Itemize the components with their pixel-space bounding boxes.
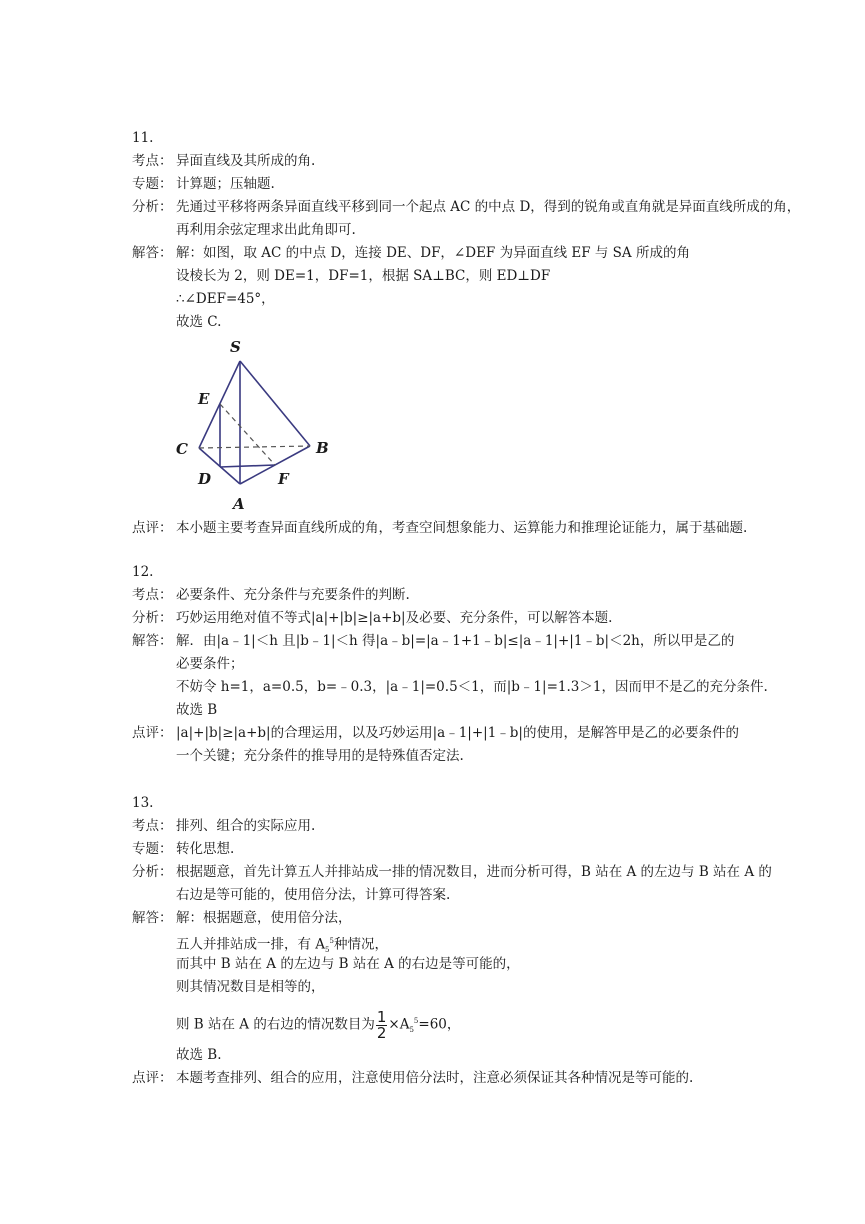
- label-D: D: [198, 470, 212, 488]
- fraction-denominator: 2: [376, 1023, 387, 1042]
- zhuanti-text: 转化思想.: [176, 841, 235, 857]
- dianping-label: 点评：: [132, 1070, 173, 1086]
- kaodian-label: 考点：: [132, 153, 173, 169]
- fenxi-label: 分析：: [132, 610, 173, 626]
- fenxi-text-1: 先通过平移将两条异面直线平移到同一个起点 AC 的中点 D，得到的锐角或直角就是异面直线所成的角，: [176, 199, 801, 215]
- jieda-text-6: 故选 B.: [176, 1047, 222, 1063]
- label-C: C: [176, 440, 188, 458]
- jieda-text-2: 必要条件；: [176, 656, 244, 672]
- label-E: E: [198, 390, 210, 408]
- kaodian-text: 必要条件、充分条件与充要条件的判断.: [176, 587, 410, 603]
- fenxi-text-2: 右边是等可能的，使用倍分法，计算可得答案.: [176, 887, 451, 903]
- jieda-5-pre: 则 B 站在 A 的右边的情况数目为: [176, 1016, 375, 1033]
- kaodian-text: 排列、组合的实际应用.: [176, 818, 316, 834]
- edge-SB: [240, 361, 310, 446]
- jieda-text-1: 解：如图，取 AC 的中点 D，连接 DE、DF，∠DEF 为异面直线 EF 与 SA 所成的角: [176, 245, 690, 261]
- jieda-label: 解答：: [132, 633, 173, 649]
- perm-sup: 5: [329, 937, 334, 945]
- jieda-label: 解答：: [132, 245, 173, 261]
- label-A: A: [233, 495, 245, 513]
- kaodian-text: 异面直线及其所成的角.: [176, 153, 316, 169]
- jieda-5-post: =60，: [418, 1016, 461, 1033]
- jieda-text-1: 解：根据题意，使用倍分法，: [176, 910, 352, 926]
- label-B: B: [316, 439, 329, 457]
- jieda-text-3: 而其中 B 站在 A 的左边与 B 站在 A 的右边是等可能的，: [176, 956, 520, 972]
- jieda-text-5: [176, 1005, 460, 1046]
- jieda-text-3: ∴∠DEF=45°，: [176, 291, 275, 307]
- segment-EF-hidden: [220, 404, 275, 465]
- jieda-label: 解答：: [132, 910, 173, 926]
- kaodian-label: 考点：: [132, 587, 173, 603]
- fenxi-text: 巧妙运用绝对值不等式|a|+|b|≥|a+b|及必要、充分条件，可以解答本题.: [176, 610, 613, 626]
- jieda-5-mid: ×A: [388, 1016, 410, 1033]
- label-F: F: [278, 470, 289, 488]
- jieda-text-4: 故选 B: [176, 702, 218, 718]
- jieda-2-pre: 五人并排站成一排，有 A: [176, 936, 326, 953]
- label-S: S: [230, 338, 241, 356]
- dianping-text-2: 一个关键；充分条件的推导用的是特殊值否定法.: [176, 748, 464, 764]
- edge-CB-hidden: [199, 446, 310, 448]
- dianping-text: 本题考查排列、组合的应用，注意使用倍分法时，注意必须保证其各种情况是等可能的.: [176, 1070, 694, 1086]
- fraction-numerator: 1: [376, 1007, 387, 1026]
- dianping-label: 点评：: [132, 725, 173, 741]
- tetrahedron-figure: [170, 336, 340, 514]
- question-number: 12.: [132, 564, 154, 580]
- dianping-text: 本小题主要考查异面直线所成的角，考查空间想象能力、运算能力和推理论证能力，属于基础题.: [176, 520, 748, 536]
- fraction: [376, 1007, 388, 1042]
- jieda-text-2: 设棱长为 2，则 DE=1，DF=1，根据 SA⊥BC，则 ED⊥DF: [176, 268, 551, 284]
- question-number: 11.: [132, 130, 154, 146]
- fenxi-label: 分析：: [132, 864, 173, 880]
- perm-sub: 5: [325, 946, 330, 955]
- jieda-text-3: 不妨令 h=1，a=0.5，b=﹣0.3，|a﹣1|=0.5＜1，而|b﹣1|=1.3＞1，因而甲不是乙的充分条件.: [176, 679, 768, 695]
- dianping-label: 点评：: [132, 520, 173, 536]
- question-number: 13.: [132, 795, 154, 811]
- jieda-text-1: 解．由|a﹣1|＜h 且|b﹣1|＜h 得|a﹣b|=|a﹣1+1﹣b|≤|a﹣1|+|1﹣b|＜2h，所以甲是乙的: [176, 633, 735, 649]
- jieda-2-post: 种情况，: [333, 936, 388, 953]
- perm-sup: 5: [413, 1017, 419, 1025]
- perm-sub: 5: [409, 1026, 414, 1035]
- fenxi-text-2: 再利用余弦定理求出此角即可.: [176, 222, 356, 238]
- fenxi-label: 分析：: [132, 199, 173, 215]
- segment-DF: [220, 465, 275, 467]
- fenxi-text-1: 根据题意，首先计算五人并排站成一排的情况数目，进而分析可得，B 站在 A 的左边与 B 站在 A 的: [176, 864, 772, 880]
- zhuanti-label: 专题：: [132, 176, 173, 192]
- jieda-text-4: 则其情况数目是相等的，: [176, 979, 325, 995]
- kaodian-label: 考点：: [132, 818, 173, 834]
- zhuanti-text: 计算题；压轴题.: [176, 176, 275, 192]
- jieda-text-4: 故选 C.: [176, 314, 222, 330]
- zhuanti-label: 专题：: [132, 841, 173, 857]
- dianping-text-1: |a|+|b|≥|a+b|的合理运用，以及巧妙运用|a﹣1|+|1﹣b|的使用，是解答甲是乙的必要条件的: [176, 725, 739, 741]
